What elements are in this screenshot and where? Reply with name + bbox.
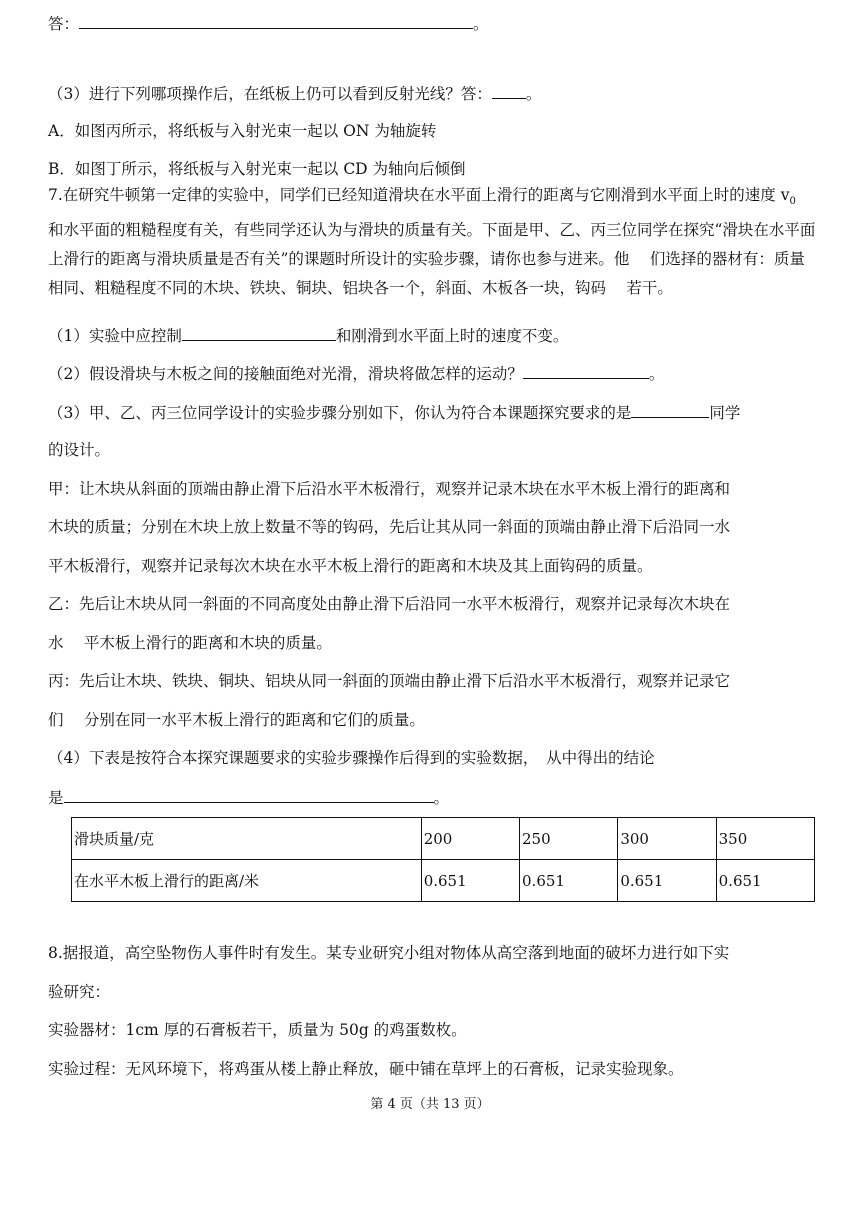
table-cell: 0.651: [716, 860, 814, 902]
bing-line-2: 们 分别在同一水平木板上滑行的距离和它们的质量。: [48, 711, 425, 729]
yi-line-1: 乙：先后让木块从同一斜面的不同高度处由静止滑下后沿同一水平木板滑行，观察并记录每次木块在: [48, 595, 731, 613]
q3-option-b: B．如图丁所示，将纸板与入射光束一起以 CD 为轴向后倾倒: [48, 160, 466, 178]
q7-2-blank[interactable]: [523, 363, 649, 379]
q8-line-2: 验研究：: [48, 983, 111, 1001]
table-cell: 在水平木板上滑行的距离/米: [72, 860, 422, 902]
q8-line-1: 8.据报道，高空坠物伤人事件时有发生。某专业研究小组对物体从高空落到地面的破坏力进行如下实: [48, 944, 730, 962]
data-table: [71, 817, 815, 902]
table-cell: 0.651: [520, 860, 618, 902]
period: 。: [473, 15, 489, 33]
table-cell: 350: [716, 818, 814, 860]
q3-question: （3）进行下列哪项操作后，在纸板上仍可以看到反射光线？答： 。: [48, 85, 542, 103]
jia-line-3: 平木板滑行，观察并记录每次木块在水平木板上滑行的距离和木块及其上面钩码的质量。: [48, 557, 653, 575]
q7-3: （3）甲、乙、丙三位同学设计的实验步骤分别如下，你认为符合本课题探究要求的是 同学: [48, 404, 741, 422]
table-row: [72, 860, 815, 902]
table-cell: 250: [520, 818, 618, 860]
q7-3-cont: 的设计。: [48, 441, 111, 459]
q7-4-blank[interactable]: [64, 787, 434, 803]
q3-answer-blank[interactable]: [492, 83, 526, 99]
q7-paragraph: 7.在研究牛顿第一定律的实验中，同学们已经知道滑块在水平面上滑行的距离与它刚滑到水平面上时的速度 $v_0$ 和水平面的粗糙程度有关，有些同学还认为与滑块的质量有关。下面是甲、乙、丙三位同学在探究“滑块在水平面上滑行的距离与滑块质量是否有关”的课题时所设计的实验步骤，请你也参与进来。他 们选择的器材有：质量相同、粗糙程度不同的木块、铁块、铜块、铝块各一个，斜面、木板各一块，钩码 若干。: [48, 186, 816, 298]
answer-blank[interactable]: [79, 13, 473, 29]
table-cell: 0.651: [618, 860, 716, 902]
table-row: [72, 818, 815, 860]
table-cell: 滑块质量/克: [72, 818, 422, 860]
q7-1-blank[interactable]: [182, 325, 336, 341]
answer-label: 答：: [48, 15, 80, 33]
jia-line-2: 木块的质量；分别在木块上放上数量不等的钩码，先后让其从同一斜面的顶端由静止滑下后沿同一水: [48, 518, 731, 536]
q7-4: （4）下表是按符合本探究课题要求的实验步骤操作后得到的实验数据， 从中得出的结论: [48, 749, 655, 767]
page-footer: 第 4 页（共 13 页）: [370, 1097, 490, 1112]
q3-option-a: A．如图丙所示，将纸板与入射光束一起以 ON 为轴旋转: [48, 122, 437, 140]
q7-4-cont: 是 。: [48, 789, 450, 807]
jia-line-1: 甲：让木块从斜面的顶端由静止滑下后沿水平木板滑行，观察并记录木块在水平木板上滑行的距离和: [48, 480, 731, 498]
q8-line-3: 实验器材：1cm 厚的石膏板若干，质量为 50g 的鸡蛋数枚。: [48, 1021, 467, 1039]
yi-line-2: 水 平木板上滑行的距离和木块的质量。: [48, 634, 332, 652]
q8-line-4: 实验过程：无风环境下，将鸡蛋从楼上静止释放，砸中铺在草坪上的石膏板，记录实验现象。: [48, 1060, 684, 1078]
answer-line: [48, 13, 814, 34]
q7-1: （1）实验中应控制 和刚滑到水平面上时的速度不变。: [48, 327, 569, 345]
table-cell: 0.651: [421, 860, 519, 902]
q7-3-blank[interactable]: [631, 402, 709, 418]
table-cell: 200: [421, 818, 519, 860]
q7-2: （2）假设滑块与木板之间的接触面绝对光滑，滑块将做怎样的运动？ 。: [48, 365, 665, 383]
bing-line-1: 丙：先后让木块、铁块、铜块、铝块从同一斜面的顶端由静止滑下后沿水平木板滑行，观察并记录它: [48, 672, 731, 690]
table-cell: 300: [618, 818, 716, 860]
